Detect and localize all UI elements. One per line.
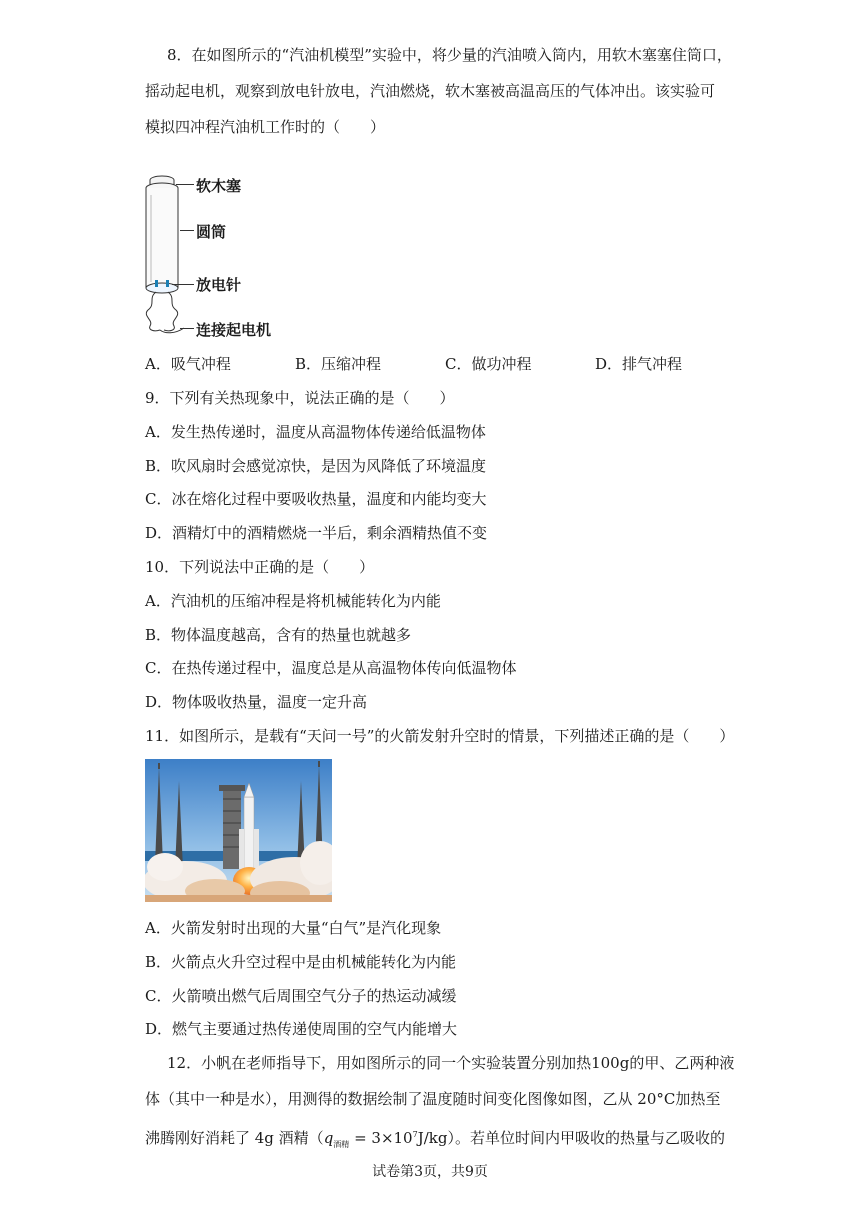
engine-model-figure	[140, 170, 200, 340]
formula-exponent: 7	[412, 1130, 418, 1139]
formula-unit: J/kg	[417, 1129, 448, 1147]
formula-equals: = 3×10	[349, 1129, 413, 1147]
q10-option-a: A．汽油机的压缩冲程是将机械能转化为内能	[145, 592, 441, 610]
q12-stem-line2: 体（其中一种是水），用测得的数据绘制了温度随时间变化图像如图，乙从 20°C加热至	[145, 1090, 721, 1108]
q10-option-d: D．物体吸收热量，温度一定升高	[145, 693, 368, 711]
label-cork: 软木塞	[196, 177, 242, 195]
q8-option-c: C．做功冲程	[445, 355, 532, 373]
q8-stem-line2: 摇动起电机，观察到放电针放电，汽油燃烧，软木塞被高温高压的气体冲出。该实验可	[145, 82, 716, 100]
label-cylinder: 圆筒	[196, 223, 227, 241]
q8-option-d: D．排气冲程	[595, 355, 683, 373]
q12-stem-line1: 12．小帆在老师指导下，用如图所示的同一个实验装置分别加热100g的甲、乙两种液	[167, 1054, 735, 1072]
label-discharge-needle: 放电针	[196, 276, 242, 294]
q11-option-a: A．火箭发射时出现的大量“白气”是汽化现象	[145, 919, 442, 937]
q10-option-b: B．物体温度越高，含有的热量也就越多	[145, 626, 412, 644]
q10-stem: 10．下列说法中正确的是（ ）	[145, 558, 375, 576]
q11-option-b: B．火箭点火升空过程中是由机械能转化为内能	[145, 953, 457, 971]
q9-stem: 9．下列有关热现象中，说法正确的是（ ）	[145, 389, 455, 407]
formula-subscript: 酒精	[333, 1140, 350, 1149]
q11-stem: 11．如图所示，是载有“天问一号”的火箭发射升空时的情景，下列描述正确的是（ ）	[145, 727, 735, 745]
label-connect-generator: 连接起电机	[196, 321, 272, 339]
page-footer: 试卷第3页，共9页	[372, 1164, 488, 1180]
q9-option-b: B．吹风扇时会感觉凉快，是因为风降低了环境温度	[145, 457, 487, 475]
q8-option-b: B．压缩冲程	[295, 355, 382, 373]
q12-line3-end: ）。若单位时间内甲吸收的热量与乙吸收的	[447, 1129, 725, 1147]
q9-option-d: D．酒精灯中的酒精燃烧一半后，剩余酒精热值不变	[145, 524, 488, 542]
q8-option-a: A．吸气冲程	[145, 355, 231, 373]
q12-line3-start: 沸腾刚好消耗了 4g 酒精（	[145, 1129, 324, 1147]
q11-option-d: D．燃气主要通过热传递使周围的空气内能增大	[145, 1020, 458, 1038]
q8-stem-line1: 8．在如图所示的“汽油机模型”实验中，将少量的汽油喷入筒内，用软木塞塞住筒口，	[167, 46, 732, 64]
formula-q: q	[323, 1129, 334, 1147]
q10-option-c: C．在热传递过程中，温度总是从高温物体传向低温物体	[145, 659, 517, 677]
q8-stem-line3: 模拟四冲程汽油机工作时的（ ）	[145, 118, 386, 136]
q9-option-a: A．发生热传递时，温度从高温物体传递给低温物体	[145, 423, 486, 441]
q12-stem-line3	[145, 1125, 725, 1155]
q9-option-c: C．冰在熔化过程中要吸收热量，温度和内能均变大	[145, 490, 487, 508]
rocket-launch-photo	[145, 759, 332, 902]
q11-option-c: C．火箭喷出燃气后周围空气分子的热运动减缓	[145, 987, 457, 1005]
